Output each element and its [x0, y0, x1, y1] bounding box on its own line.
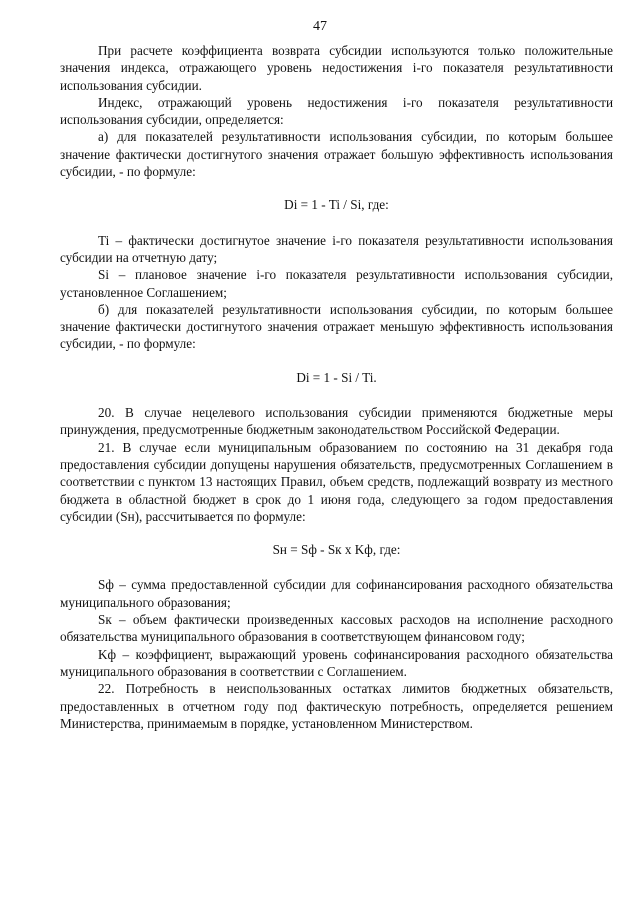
paragraph-case-b: б) для показателей результативности использования субсидии, по которым большее значение фактически достигнутого значения отражает меньшую эффективность использования субсидии, - по формуле: — [60, 301, 613, 352]
paragraph-21: 21. В случае если муниципальным образованием по состоянию на 31 декабря года предоставления субсидии допущены нарушения обязательств, предусмотренных Соглашением в соответствии с пунктом 13 настоящих Правил, объем средств, подлежащий возврату из местного бюджета в областной бюджет в срок до 1 июня года, следующего за годом предоставления субсидии (Sн), рассчитывается по формуле: — [60, 439, 613, 524]
definition-sf: Sф – сумма предоставленной субсидии для софинансирования расходного обязательства муниципального образования; — [60, 577, 613, 610]
formula-di-b: Di = 1 - Si / Ti. — [296, 369, 377, 385]
definition-ti: Ti – фактически достигнутое значение i-го показателя результативности использования субсидии на отчетную дату; — [60, 232, 613, 265]
definition-sk: Sк – объем фактически произведенных кассовых расходов на исполнение расходного обязательства муниципального образования в соответствующем финансовом году; — [60, 612, 613, 645]
paragraph-case-a: а) для показателей результативности использования субсидии, по которым большее значение фактически достигнутого значения отражает большую эффективность использования субсидии, - по формуле: — [60, 129, 613, 180]
paragraph-22: 22. Потребность в неиспользованных остатках лимитов бюджетных обязательств, предоставленных в отчетном году под фактическую потребность, определяется решением Министерства, принимаемым в порядке, установленном Министерством. — [60, 681, 613, 731]
document-body — [60, 42, 613, 732]
paragraph-index-definition: Индекс, отражающий уровень недостижения i-го показателя результативности использования субсидии, определяется: — [60, 94, 613, 128]
formula-sn: Sн = Sф - Sк x Kф, где: — [272, 542, 401, 558]
definition-kf: Kф – коэффициент, выражающий уровень софинансирования расходного обязательства муниципального образования в соответствии с Соглашением. — [60, 646, 613, 679]
paragraph-20: 20. В случае нецелевого использования субсидии применяются бюджетные меры принуждения, предусмотренные бюджетным законодательством Российской Федерации. — [60, 405, 613, 438]
paragraph-positive-index-values: При расчете коэффициента возврата субсидии используются только положительные значения индекса, отражающего уровень недостижения i-го показателя результативности использования субсидии. — [60, 43, 613, 93]
page-number: 47 — [313, 19, 327, 34]
definition-si: Si – плановое значение i-го показателя результативности использования субсидии, установленное Соглашением; — [60, 267, 613, 300]
formula-di-a: Di = 1 - Ti / Si, где: — [284, 197, 389, 213]
